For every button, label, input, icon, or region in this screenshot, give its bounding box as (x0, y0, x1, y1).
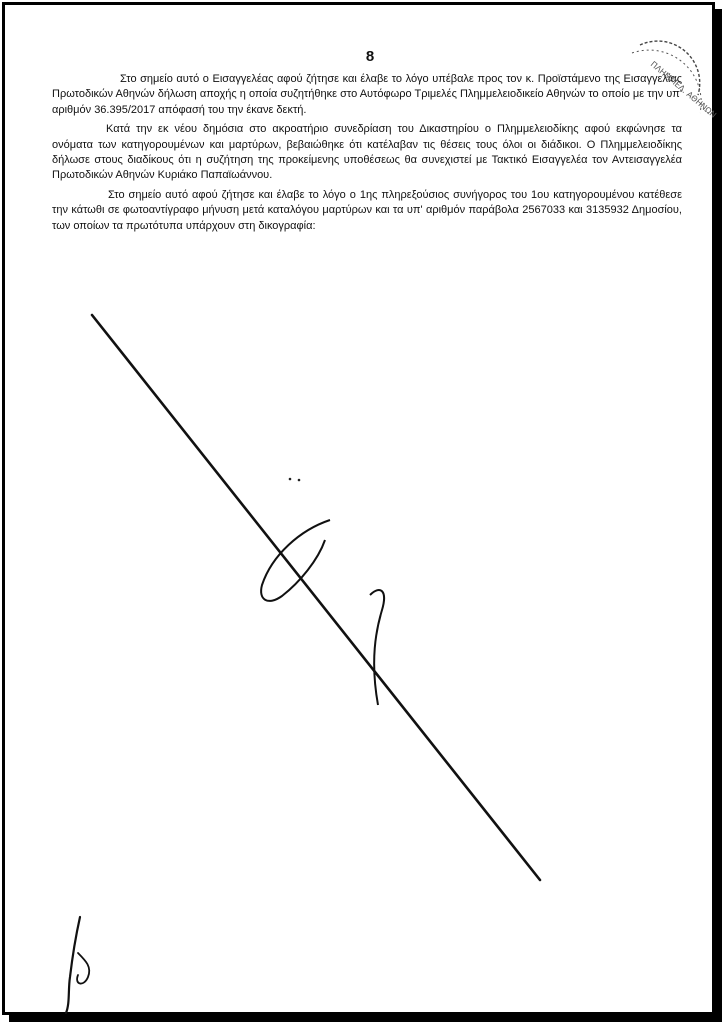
page-number: 8 (365, 48, 375, 65)
document-body (52, 72, 682, 238)
stamp-text: ΠΛΗΜΜΕΛ. ΑΘΗΝΩΝ (648, 59, 718, 120)
paragraph-prosecutor-abstention: Στο σημείο αυτό ο Εισαγγελέας αφού ζήτησε και έλαβε το λόγο υπέβαλε προς τον κ. Προϊστάμενο της Εισαγγελίας Πρωτοδικών Αθηνών δήλωση αποχής η οποία συζητήθηκε στο Αυτόφωρο Τριμελές Πλημμελειοδικείο Αθηνών το οποίο με την υπ' αριθμόν 36.395/2017 απόφασή του την έκανε δεκτή. (52, 73, 682, 116)
court-stamp (610, 35, 718, 130)
handwritten-initial (58, 915, 108, 1015)
paragraph-defense-submission: Στο σημείο αυτό αφού ζήτησε και έλαβε το λόγο ο 1ης πληρεξούσιος συνήγορος του 1ου κατηγορουμένου κατέθεσε την κάτωθι σε φωτοαντίγραφο μήνυση μετά καταλόγου μαρτύρων και τα υπ' αριθμόν παράβολα 2567033 και 3135932 Δημοσίου, των οποίων τα πρωτότυπα υπάρχουν στη δικογραφία: (52, 188, 682, 232)
paragraph-court-session: Κατά την εκ νέου δημόσια στο ακροατήριο συνεδρίαση του Δικαστηρίου ο Πλημμελειοδίκης αφού εκφώνησε τα ονόματα των κατηγορουμένων και μαρτύρων, βεβαιώθηκε ότι κατέλαβαν τις θέσεις τους όλοι οι διάδικοι. Ο Πλημμελειοδίκης δήλωσε στους διαδίκους ότι η συζήτηση της προκείμενης υποθέσεως θα συνεχιστεί με Τακτικό Εισαγγελέα τον Αντεισαγγελέα Πρωτοδικών Αθηνών Κυριάκο Παπαϊωάννου. (52, 123, 682, 182)
